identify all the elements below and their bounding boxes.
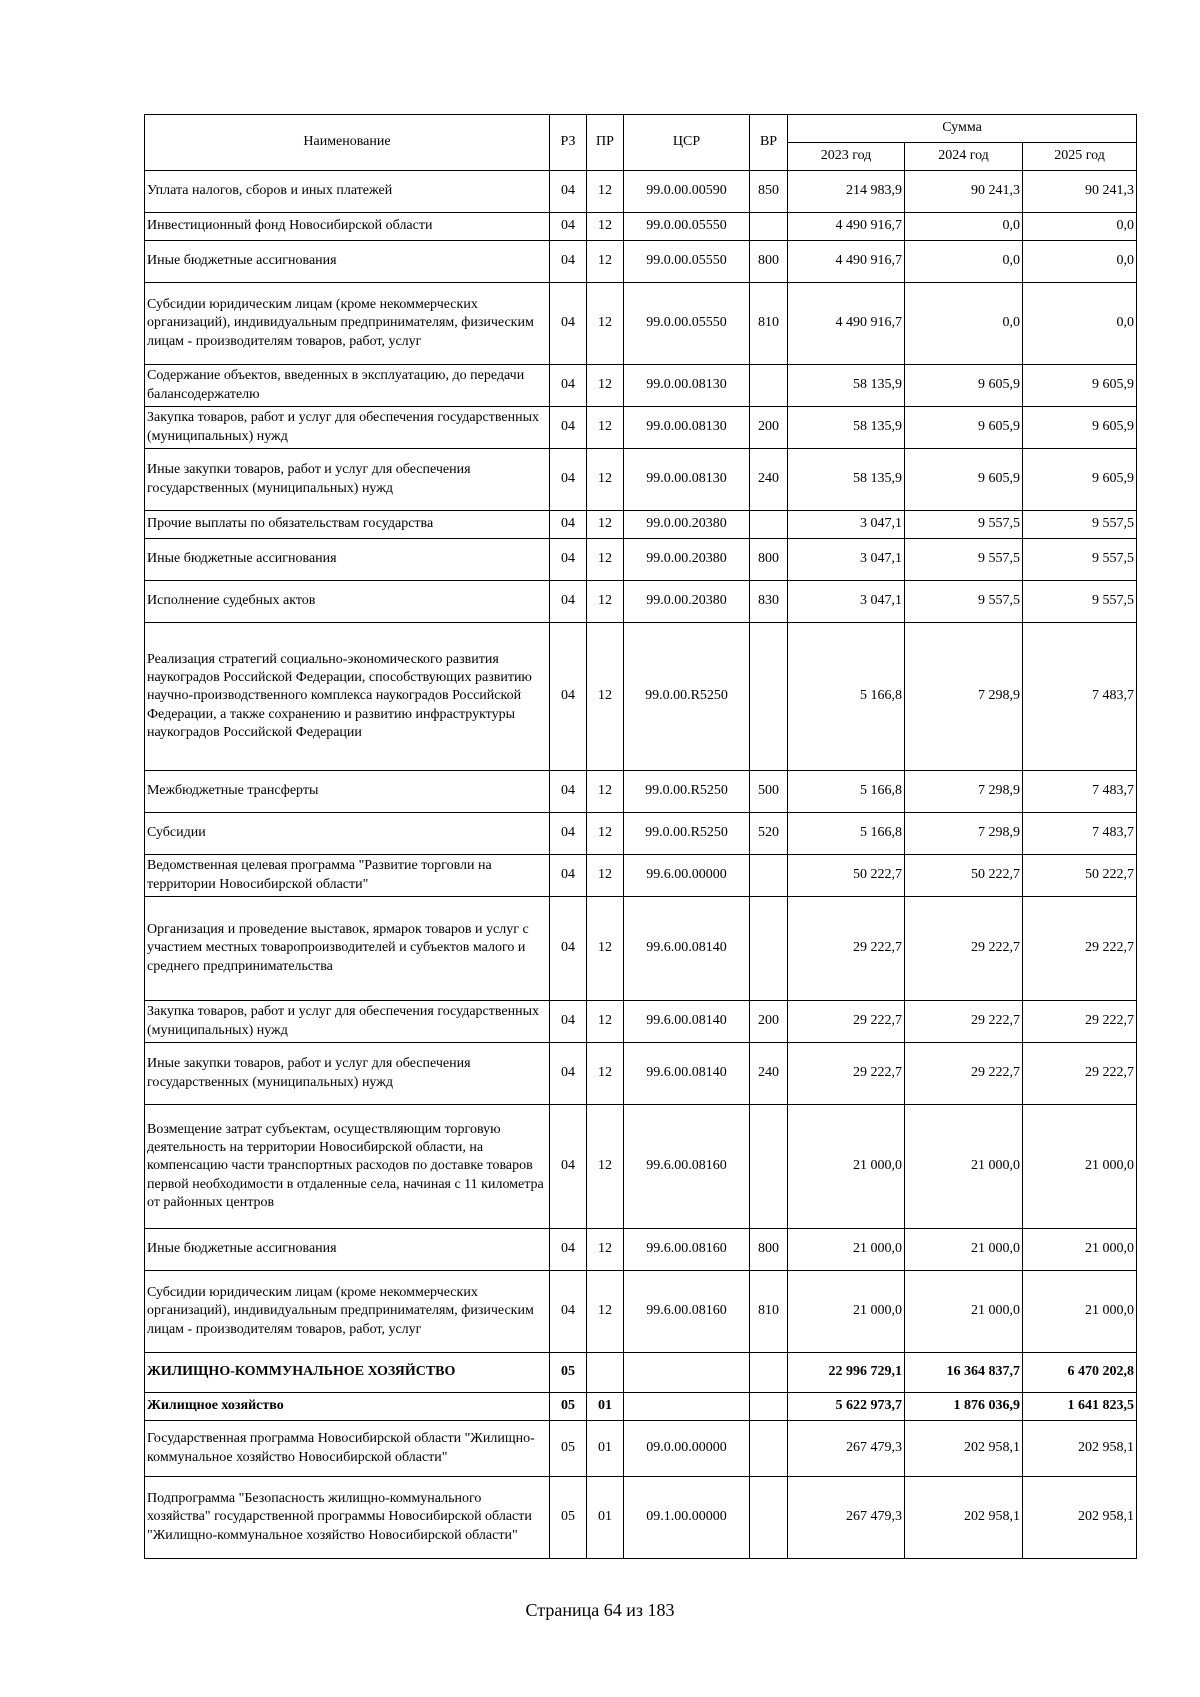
row-vr: 200: [750, 407, 788, 449]
row-vr: [750, 1393, 788, 1421]
row-rz: 04: [550, 813, 587, 855]
row-amount-2025: 50 222,7: [1023, 855, 1137, 897]
row-amount-2025: 21 000,0: [1023, 1105, 1137, 1229]
row-vr: [750, 1477, 788, 1559]
header-pr: ПР: [587, 115, 624, 171]
row-amount-2023: 21 000,0: [788, 1271, 905, 1353]
row-amount-2023: 214 983,9: [788, 171, 905, 213]
row-csr: 99.0.00.08130: [624, 365, 750, 407]
row-rz: 05: [550, 1393, 587, 1421]
row-csr: [624, 1353, 750, 1393]
row-pr: 12: [587, 897, 624, 1001]
row-amount-2025: 202 958,1: [1023, 1421, 1137, 1477]
row-amount-2024: 29 222,7: [905, 1001, 1023, 1043]
row-amount-2024: 16 364 837,7: [905, 1353, 1023, 1393]
row-vr: [750, 365, 788, 407]
row-rz: 04: [550, 855, 587, 897]
row-amount-2023: 267 479,3: [788, 1421, 905, 1477]
row-csr: 09.1.00.00000: [624, 1477, 750, 1559]
table-row: [145, 1353, 1137, 1393]
row-amount-2023: 267 479,3: [788, 1477, 905, 1559]
row-amount-2024: 9 605,9: [905, 449, 1023, 511]
row-vr: 810: [750, 1271, 788, 1353]
row-amount-2024: 50 222,7: [905, 855, 1023, 897]
row-amount-2025: 7 483,7: [1023, 771, 1137, 813]
row-name: Исполнение судебных актов: [145, 581, 550, 623]
row-amount-2025: 9 557,5: [1023, 511, 1137, 539]
row-csr: 99.6.00.08160: [624, 1271, 750, 1353]
row-vr: [750, 623, 788, 771]
row-pr: 12: [587, 1043, 624, 1105]
row-amount-2024: 9 557,5: [905, 511, 1023, 539]
row-amount-2025: 7 483,7: [1023, 813, 1137, 855]
table-row: [145, 1393, 1137, 1421]
row-amount-2023: 22 996 729,1: [788, 1353, 905, 1393]
row-vr: 800: [750, 1229, 788, 1271]
row-name: Иные бюджетные ассигнования: [145, 241, 550, 283]
row-amount-2025: 29 222,7: [1023, 1043, 1137, 1105]
row-amount-2023: 58 135,9: [788, 449, 905, 511]
row-rz: 05: [550, 1353, 587, 1393]
row-vr: 240: [750, 449, 788, 511]
row-vr: 520: [750, 813, 788, 855]
row-amount-2024: 0,0: [905, 241, 1023, 283]
row-vr: 850: [750, 171, 788, 213]
row-name: Прочие выплаты по обязательствам государства: [145, 511, 550, 539]
row-csr: 99.0.00.20380: [624, 511, 750, 539]
row-vr: 240: [750, 1043, 788, 1105]
header-year-2025: 2025 год: [1023, 143, 1137, 171]
row-vr: 810: [750, 283, 788, 365]
row-rz: 04: [550, 1001, 587, 1043]
row-amount-2023: 29 222,7: [788, 1001, 905, 1043]
row-amount-2025: 21 000,0: [1023, 1271, 1137, 1353]
row-amount-2024: 90 241,3: [905, 171, 1023, 213]
row-amount-2023: 3 047,1: [788, 511, 905, 539]
row-pr: 12: [587, 1229, 624, 1271]
row-rz: 04: [550, 1271, 587, 1353]
row-csr: 99.0.00.20380: [624, 581, 750, 623]
row-pr: 01: [587, 1393, 624, 1421]
row-csr: 99.6.00.08140: [624, 897, 750, 1001]
row-name: Подпрограмма "Безопасность жилищно-коммунального хозяйства" государственной программы Новосибирской области "Жилищно-коммунальное хозяйство Новосибирской области": [145, 1477, 550, 1559]
row-vr: 800: [750, 241, 788, 283]
row-vr: [750, 511, 788, 539]
row-amount-2024: 202 958,1: [905, 1477, 1023, 1559]
header-year-2023: 2023 год: [788, 143, 905, 171]
row-name: Ведомственная целевая программа "Развитие торговли на территории Новосибирской области": [145, 855, 550, 897]
row-amount-2023: 29 222,7: [788, 897, 905, 1001]
row-pr: 12: [587, 581, 624, 623]
row-vr: [750, 855, 788, 897]
row-amount-2023: 58 135,9: [788, 407, 905, 449]
row-name: Закупка товаров, работ и услуг для обеспечения государственных (муниципальных) нужд: [145, 1001, 550, 1043]
table-row: [145, 855, 1137, 897]
row-vr: [750, 1105, 788, 1229]
row-amount-2025: 9 605,9: [1023, 365, 1137, 407]
row-vr: [750, 1353, 788, 1393]
row-pr: 12: [587, 539, 624, 581]
row-name: Инвестиционный фонд Новосибирской области: [145, 213, 550, 241]
row-amount-2023: 58 135,9: [788, 365, 905, 407]
row-amount-2023: 21 000,0: [788, 1105, 905, 1229]
row-amount-2025: 21 000,0: [1023, 1229, 1137, 1271]
table-row: [145, 449, 1137, 511]
row-amount-2025: 6 470 202,8: [1023, 1353, 1137, 1393]
row-amount-2023: 50 222,7: [788, 855, 905, 897]
row-rz: 04: [550, 283, 587, 365]
row-amount-2023: 3 047,1: [788, 581, 905, 623]
row-rz: 04: [550, 771, 587, 813]
header-csr: ЦСР: [624, 115, 750, 171]
row-pr: 12: [587, 813, 624, 855]
row-csr: 99.0.00.05550: [624, 283, 750, 365]
row-rz: 04: [550, 449, 587, 511]
row-amount-2024: 29 222,7: [905, 1043, 1023, 1105]
row-name: Иные закупки товаров, работ и услуг для обеспечения государственных (муниципальных) нужд: [145, 449, 550, 511]
row-csr: 99.0.00.R5250: [624, 771, 750, 813]
row-csr: 99.0.00.08130: [624, 407, 750, 449]
row-amount-2023: 5 166,8: [788, 813, 905, 855]
row-rz: 05: [550, 1477, 587, 1559]
header-rz: РЗ: [550, 115, 587, 171]
row-amount-2024: 7 298,9: [905, 813, 1023, 855]
row-rz: 04: [550, 365, 587, 407]
row-pr: 01: [587, 1421, 624, 1477]
row-amount-2023: 21 000,0: [788, 1229, 905, 1271]
row-amount-2025: 29 222,7: [1023, 897, 1137, 1001]
row-vr: 500: [750, 771, 788, 813]
row-name: Субсидии юридическим лицам (кроме некоммерческих организаций), индивидуальным предпринимателям, физическим лицам - производителям товаров, работ, услуг: [145, 283, 550, 365]
row-pr: 01: [587, 1477, 624, 1559]
table-row: [145, 171, 1137, 213]
row-amount-2024: 7 298,9: [905, 623, 1023, 771]
row-name: Субсидии юридическим лицам (кроме некоммерческих организаций), индивидуальным предпринимателям, физическим лицам - производителям товаров, работ, услуг: [145, 1271, 550, 1353]
row-amount-2024: 9 605,9: [905, 365, 1023, 407]
table-row: [145, 1043, 1137, 1105]
row-amount-2024: 0,0: [905, 213, 1023, 241]
row-vr: [750, 1421, 788, 1477]
row-rz: 04: [550, 1229, 587, 1271]
row-amount-2023: 29 222,7: [788, 1043, 905, 1105]
row-name: Уплата налогов, сборов и иных платежей: [145, 171, 550, 213]
row-pr: 12: [587, 365, 624, 407]
row-pr: 12: [587, 1105, 624, 1229]
row-amount-2023: 3 047,1: [788, 539, 905, 581]
row-amount-2024: 202 958,1: [905, 1421, 1023, 1477]
row-amount-2024: 21 000,0: [905, 1105, 1023, 1229]
table-row: [145, 897, 1137, 1001]
page-number: Страница 64 из 183: [525, 1600, 675, 1620]
row-csr: 99.0.00.05550: [624, 241, 750, 283]
row-csr: 99.0.00.08130: [624, 449, 750, 511]
row-name: Иные закупки товаров, работ и услуг для обеспечения государственных (муниципальных) нужд: [145, 1043, 550, 1105]
row-amount-2024: 29 222,7: [905, 897, 1023, 1001]
row-csr: 99.6.00.08160: [624, 1105, 750, 1229]
table-row: [145, 511, 1137, 539]
row-pr: 12: [587, 241, 624, 283]
table-row: [145, 213, 1137, 241]
table-row: [145, 581, 1137, 623]
row-name: Возмещение затрат субъектам, осуществляющим торговую деятельность на территории Новосибирской области, на компенсацию части транспортных расходов по доставке товаров первой необходимости в отдаленные села, начиная с 11 километра от районных центров: [145, 1105, 550, 1229]
header-sum: Сумма: [788, 115, 1137, 143]
table-row: [145, 771, 1137, 813]
row-amount-2025: 0,0: [1023, 283, 1137, 365]
row-name: Жилищное хозяйство: [145, 1393, 550, 1421]
row-amount-2023: 4 490 916,7: [788, 283, 905, 365]
row-amount-2024: 0,0: [905, 283, 1023, 365]
row-amount-2025: 0,0: [1023, 213, 1137, 241]
row-name: ЖИЛИЩНО-КОММУНАЛЬНОЕ ХОЗЯЙСТВО: [145, 1353, 550, 1393]
row-amount-2024: 9 557,5: [905, 581, 1023, 623]
row-csr: 99.6.00.08160: [624, 1229, 750, 1271]
row-pr: 12: [587, 855, 624, 897]
row-rz: 04: [550, 171, 587, 213]
row-rz: 04: [550, 407, 587, 449]
row-amount-2025: 1 641 823,5: [1023, 1393, 1137, 1421]
table-row: [145, 813, 1137, 855]
row-amount-2025: 90 241,3: [1023, 171, 1137, 213]
row-name: Реализация стратегий социально-экономического развития наукоградов Российской Федерации, способствующих развитию научно-производственного комплекса наукоградов Российской Федерации, а также сохранению и развитию инфраструктуры наукоградов Российской Федерации: [145, 623, 550, 771]
row-amount-2023: 5 166,8: [788, 771, 905, 813]
row-rz: 04: [550, 511, 587, 539]
row-name: Содержание объектов, введенных в эксплуатацию, до передачи балансодержателю: [145, 365, 550, 407]
row-vr: [750, 213, 788, 241]
row-pr: 12: [587, 407, 624, 449]
row-name: Организация и проведение выставок, ярмарок товаров и услуг с участием местных товаропроизводителей и субъектов малого и среднего предпринимательства: [145, 897, 550, 1001]
row-vr: 200: [750, 1001, 788, 1043]
row-amount-2024: 21 000,0: [905, 1229, 1023, 1271]
row-name: Государственная программа Новосибирской области "Жилищно-коммунальное хозяйство Новосибирской области": [145, 1421, 550, 1477]
row-amount-2025: 9 557,5: [1023, 581, 1137, 623]
row-amount-2024: 9 557,5: [905, 539, 1023, 581]
row-rz: 04: [550, 1105, 587, 1229]
row-amount-2025: 29 222,7: [1023, 1001, 1137, 1043]
table-row: [145, 1105, 1137, 1229]
table-row: [145, 283, 1137, 365]
row-amount-2023: 4 490 916,7: [788, 241, 905, 283]
row-rz: 04: [550, 241, 587, 283]
row-rz: 04: [550, 213, 587, 241]
row-amount-2024: 1 876 036,9: [905, 1393, 1023, 1421]
header-year-2024: 2024 год: [905, 143, 1023, 171]
header-row-top: [145, 115, 1137, 143]
header-vr: ВР: [750, 115, 788, 171]
row-amount-2023: 4 490 916,7: [788, 213, 905, 241]
row-rz: 04: [550, 623, 587, 771]
row-amount-2025: 7 483,7: [1023, 623, 1137, 771]
row-pr: 12: [587, 623, 624, 771]
table-row: [145, 1477, 1137, 1559]
header-name: Наименование: [145, 115, 550, 171]
row-amount-2024: 9 605,9: [905, 407, 1023, 449]
row-name: Межбюджетные трансферты: [145, 771, 550, 813]
row-rz: 04: [550, 581, 587, 623]
row-name: Субсидии: [145, 813, 550, 855]
row-rz: 04: [550, 1043, 587, 1105]
table-body: [145, 171, 1137, 1559]
table-row: [145, 623, 1137, 771]
budget-table: [144, 114, 1137, 1559]
row-pr: 12: [587, 771, 624, 813]
row-amount-2025: 202 958,1: [1023, 1477, 1137, 1559]
row-pr: 12: [587, 171, 624, 213]
row-amount-2024: 7 298,9: [905, 771, 1023, 813]
row-pr: 12: [587, 1271, 624, 1353]
row-pr: 12: [587, 213, 624, 241]
row-name: Иные бюджетные ассигнования: [145, 539, 550, 581]
row-csr: 99.0.00.00590: [624, 171, 750, 213]
row-csr: 99.0.00.R5250: [624, 813, 750, 855]
row-amount-2025: 9 605,9: [1023, 449, 1137, 511]
row-csr: 09.0.00.00000: [624, 1421, 750, 1477]
row-csr: [624, 1393, 750, 1421]
row-rz: 05: [550, 1421, 587, 1477]
row-name: Иные бюджетные ассигнования: [145, 1229, 550, 1271]
row-rz: 04: [550, 897, 587, 1001]
row-name: Закупка товаров, работ и услуг для обеспечения государственных (муниципальных) нужд: [145, 407, 550, 449]
budget-table-container: [144, 114, 1136, 1559]
table-row: [145, 1229, 1137, 1271]
row-amount-2024: 21 000,0: [905, 1271, 1023, 1353]
row-vr: [750, 897, 788, 1001]
table-row: [145, 365, 1137, 407]
row-amount-2023: 5 166,8: [788, 623, 905, 771]
table-row: [145, 1421, 1137, 1477]
table-row: [145, 1001, 1137, 1043]
row-pr: 12: [587, 511, 624, 539]
row-amount-2025: 9 557,5: [1023, 539, 1137, 581]
row-amount-2025: 0,0: [1023, 241, 1137, 283]
row-pr: 12: [587, 283, 624, 365]
row-pr: [587, 1353, 624, 1393]
table-row: [145, 1271, 1137, 1353]
row-csr: 99.0.00.05550: [624, 213, 750, 241]
table-row: [145, 241, 1137, 283]
row-csr: 99.0.00.R5250: [624, 623, 750, 771]
row-pr: 12: [587, 1001, 624, 1043]
row-amount-2025: 9 605,9: [1023, 407, 1137, 449]
table-row: [145, 539, 1137, 581]
row-csr: 99.6.00.00000: [624, 855, 750, 897]
row-csr: 99.6.00.08140: [624, 1043, 750, 1105]
row-vr: 830: [750, 581, 788, 623]
row-pr: 12: [587, 449, 624, 511]
table-row: [145, 407, 1137, 449]
row-amount-2023: 5 622 973,7: [788, 1393, 905, 1421]
row-vr: 800: [750, 539, 788, 581]
row-rz: 04: [550, 539, 587, 581]
row-csr: 99.6.00.08140: [624, 1001, 750, 1043]
row-csr: 99.0.00.20380: [624, 539, 750, 581]
